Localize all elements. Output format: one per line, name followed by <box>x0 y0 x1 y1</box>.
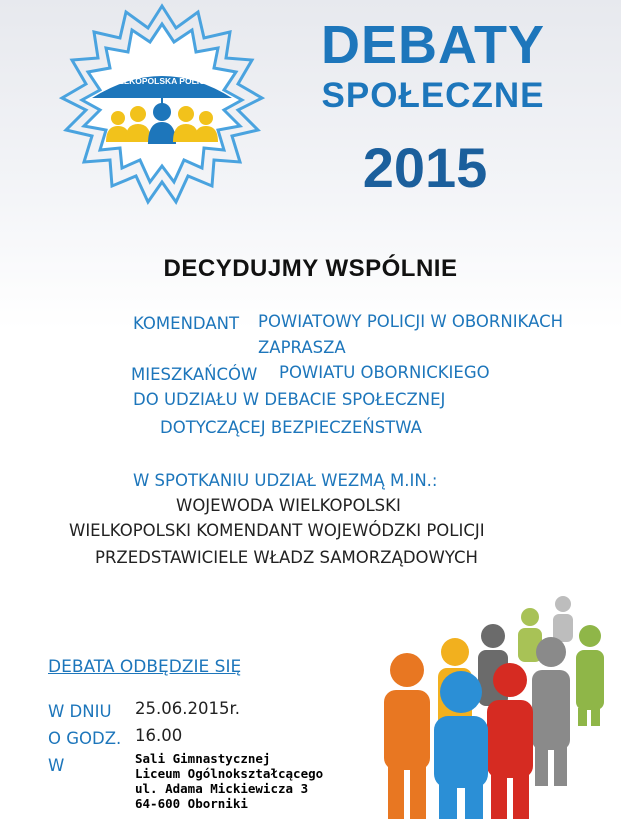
invitation-komendant: KOMENDANT <box>133 314 240 333</box>
year: 2015 <box>362 136 488 199</box>
invitation-powiatu: POWIATU OBORNICKIEGO <box>279 363 490 382</box>
title-spoleczne: SPOŁECZNE <box>321 76 545 115</box>
participant-item: PRZEDSTAWICIELE WŁADZ SAMORZĄDOWYCH <box>95 548 478 567</box>
invitation-do-udzialu: DO UDZIAŁU W DEBACIE SPOŁECZNEJ <box>133 390 446 409</box>
title-debaty: DEBATY <box>320 15 545 75</box>
invitation-zaprasza: ZAPRASZA <box>258 338 346 357</box>
participants-heading: W SPOTKANIU UDZIAŁ WEZMĄ M.IN.: <box>133 471 438 490</box>
time-value: 16.00 <box>135 726 183 745</box>
invitation-mieszkancow: MIESZKAŃCÓW <box>131 365 258 384</box>
headline: DECYDUJMY WSPÓLNIE <box>163 255 458 282</box>
participant-item: WIELKOPOLSKI KOMENDANT WOJEWÓDZKI POLICJI <box>69 521 485 540</box>
participant-item: WOJEWODA WIELKOPOLSKI <box>176 496 401 515</box>
venue-line: ul. Adama Mickiewicza 3 <box>135 781 309 796</box>
details-heading: DEBATA ODBĘDZIE SIĘ <box>48 657 242 677</box>
venue-line: 64-600 Oborniki <box>135 796 248 811</box>
time-label: O GODZ. <box>48 729 122 748</box>
people-group-illustration <box>372 592 621 819</box>
place-label: W <box>48 756 65 775</box>
venue-line: Sali Gimnastycznej <box>135 751 271 766</box>
people-group-icon <box>384 596 604 819</box>
invitation-powiatowy: POWIATOWY POLICJI W OBORNIKACH <box>258 312 564 331</box>
date-value: 25.06.2015r. <box>135 699 240 718</box>
invitation-dotyczacej: DOTYCZĄCEJ BEZPIECZEŃSTWA <box>160 418 422 437</box>
police-logo <box>26 2 298 218</box>
venue-line: Liceum Ogólnokształcącego <box>135 766 324 781</box>
logo-text: WIELKOPOLSKA POLICJA <box>107 76 217 86</box>
date-label: W DNIU <box>48 702 112 721</box>
